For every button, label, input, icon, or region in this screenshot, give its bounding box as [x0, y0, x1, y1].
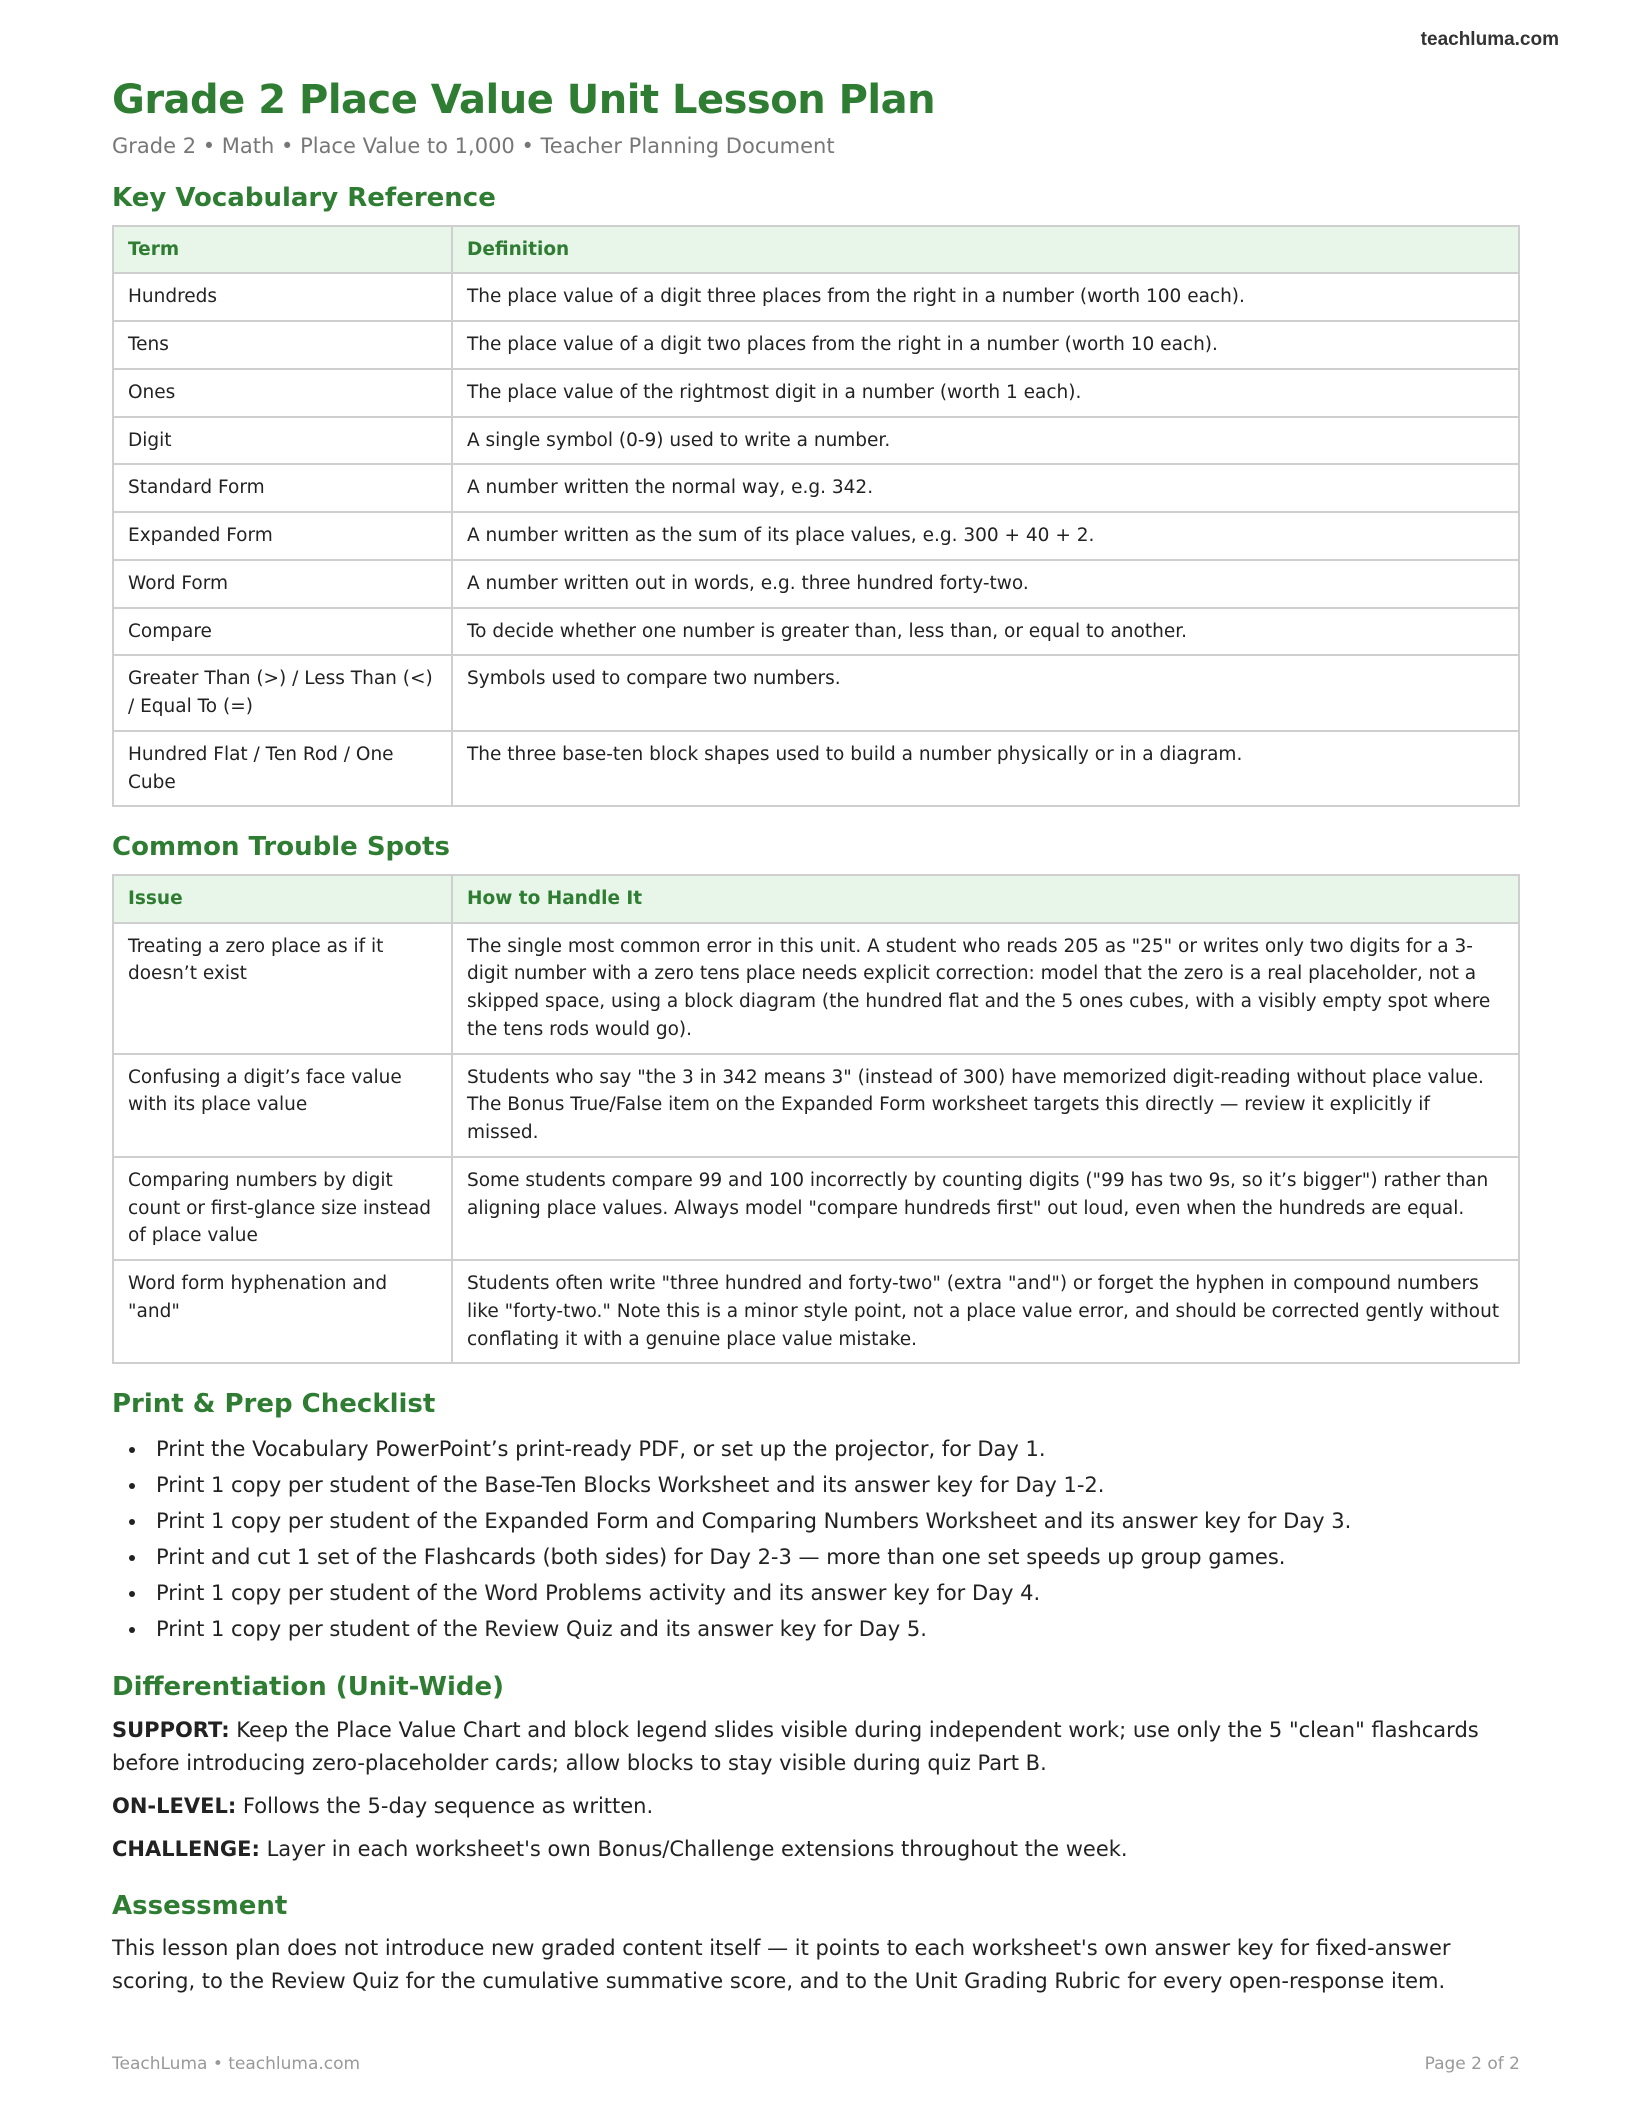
table-row	[113, 731, 1519, 807]
challenge-paragraph	[112, 1833, 1520, 1866]
trouble-col-issue: Issue	[113, 875, 452, 923]
differentiation-heading: Differentiation (Unit-Wide)	[112, 1672, 504, 1703]
vocab-term: Ones	[113, 369, 452, 417]
assessment-text: This lesson plan does not introduce new graded content itself — it points to each worksheet's own answer key for fixed-answer scoring, to the Review Quiz for the cumulative summative score, and to the Unit Grading Rubric for every open-response item.	[112, 1936, 1451, 1994]
vocab-definition: A number written as the sum of its place values, e.g. 300 + 40 + 2.	[452, 512, 1519, 560]
vocab-term: Greater Than (>) / Less Than (<) / Equal To (=)	[113, 655, 452, 731]
trouble-issue: Comparing numbers by digit count or first-glance size instead of place value	[113, 1157, 452, 1260]
vocab-term: Compare	[113, 608, 452, 656]
vocab-definition: The three base-ten block shapes used to build a number physically or in a diagram.	[452, 731, 1519, 807]
list-item: • Print 1 copy per student of the Word Problems activity and its answer key for Day 4.	[148, 1575, 1520, 1611]
vocab-definition: A number written out in words, e.g. three hundred forty-two.	[452, 560, 1519, 608]
vocab-term: Digit	[113, 417, 452, 465]
vocab-term: Tens	[113, 321, 452, 369]
trouble-heading: Common Trouble Spots	[112, 832, 450, 863]
table-row	[113, 369, 1519, 417]
vocab-term: Expanded Form	[113, 512, 452, 560]
vocab-header-row	[113, 226, 1519, 274]
trouble-handle: Students often write "three hundred and forty-two" (extra "and") or forget the hyphen in compound numbers like "forty-two." Note this is a minor style point, not a place value error, and should be corrected gently without conflating it with a genuine place value mistake.	[452, 1260, 1519, 1363]
list-item: • Print and cut 1 set of the Flashcards (both sides) for Day 2-3 — more than one set speeds up group games.	[148, 1539, 1520, 1575]
vocab-definition: The place value of the rightmost digit in a number (worth 1 each).	[452, 369, 1519, 417]
footer-brand: TeachLuma • teachluma.com	[112, 2054, 361, 2074]
support-text: Keep the Place Value Chart and block legend slides visible during independent work; use only the 5 "clean" flashcards before introducing zero-placeholder cards; allow blocks to stay visible during quiz Part B.	[112, 1717, 1479, 1775]
trouble-table	[112, 874, 1520, 1365]
table-row	[113, 321, 1519, 369]
vocab-term: Standard Form	[113, 464, 452, 512]
checklist-heading: Print & Prep Checklist	[112, 1389, 436, 1420]
table-row	[113, 273, 1519, 321]
support-label: SUPPORT:	[112, 1717, 230, 1742]
checklist	[112, 1431, 1520, 1647]
list-item: • Print the Vocabulary PowerPoint’s print-ready PDF, or set up the projector, for Day 1.	[148, 1431, 1520, 1467]
list-item: • Print 1 copy per student of the Expanded Form and Comparing Numbers Worksheet and its answer key for Day 3.	[148, 1503, 1520, 1539]
differentiation-section	[112, 1714, 1520, 1866]
site-tag: teachluma.com	[1420, 29, 1559, 50]
trouble-handle: Students who say "the 3 in 342 means 3" (instead of 300) have memorized digit-reading without place value. The Bonus True/False item on the Expanded Form worksheet targets this directly — review it explicitly if missed.	[452, 1054, 1519, 1157]
vocab-col-term: Term	[113, 226, 452, 274]
table-row	[113, 608, 1519, 656]
trouble-handle: Some students compare 99 and 100 incorrectly by counting digits ("99 has two 9s, so it’s bigger") rather than aligning place values. Always model "compare hundreds first" out loud, even when the hundreds are equal.	[452, 1157, 1519, 1260]
table-row	[113, 655, 1519, 731]
list-item: • Print 1 copy per student of the Base-Ten Blocks Worksheet and its answer key for Day 1-2.	[148, 1467, 1520, 1503]
vocab-definition: A single symbol (0-9) used to write a number.	[452, 417, 1519, 465]
table-row	[113, 1157, 1519, 1260]
trouble-issue: Treating a zero place as if it doesn’t exist	[113, 923, 452, 1054]
vocab-definition: The place value of a digit two places from the right in a number (worth 10 each).	[452, 321, 1519, 369]
page-subtitle: Grade 2 • Math • Place Value to 1,000 • Teacher Planning Document	[112, 134, 835, 158]
table-row	[113, 1054, 1519, 1157]
table-row	[113, 923, 1519, 1054]
page-number: Page 2 of 2	[1424, 2054, 1520, 2074]
onlevel-label: ON-LEVEL:	[112, 1793, 237, 1818]
table-row	[113, 512, 1519, 560]
support-paragraph	[112, 1714, 1520, 1780]
challenge-label: CHALLENGE:	[112, 1836, 260, 1861]
vocab-definition: A number written the normal way, e.g. 342.	[452, 464, 1519, 512]
list-item: • Print 1 copy per student of the Review Quiz and its answer key for Day 5.	[148, 1611, 1520, 1647]
vocab-table	[112, 225, 1520, 808]
vocab-definition: To decide whether one number is greater than, less than, or equal to another.	[452, 608, 1519, 656]
table-row	[113, 560, 1519, 608]
trouble-issue: Word form hyphenation and "and"	[113, 1260, 452, 1363]
vocab-definition: The place value of a digit three places from the right in a number (worth 100 each).	[452, 273, 1519, 321]
challenge-text: Layer in each worksheet's own Bonus/Challenge extensions throughout the week.	[259, 1836, 1128, 1861]
trouble-col-handle: How to Handle It	[452, 875, 1519, 923]
page-title: Grade 2 Place Value Unit Lesson Plan	[112, 77, 936, 123]
table-row	[113, 1260, 1519, 1363]
assessment-heading: Assessment	[112, 1890, 288, 1921]
trouble-issue: Confusing a digit’s face value with its place value	[113, 1054, 452, 1157]
onlevel-text: Follows the 5-day sequence as written.	[236, 1793, 654, 1818]
vocab-term: Word Form	[113, 560, 452, 608]
vocab-term: Hundreds	[113, 273, 452, 321]
vocab-heading: Key Vocabulary Reference	[112, 183, 496, 213]
vocab-col-definition: Definition	[452, 226, 1519, 274]
table-row	[113, 464, 1519, 512]
vocab-term: Hundred Flat / Ten Rod / One Cube	[113, 731, 452, 807]
table-row	[113, 417, 1519, 465]
trouble-header-row	[113, 875, 1519, 923]
vocab-definition: Symbols used to compare two numbers.	[452, 655, 1519, 731]
trouble-handle: The single most common error in this unit. A student who reads 205 as "25" or writes only two digits for a 3-digit number with a zero tens place needs explicit correction: model that the zero is a real placeholder, not a skipped space, using a block diagram (the hundred flat and the 5 ones cubes, with a visibly empty spot where the tens rods would go).	[452, 923, 1519, 1054]
onlevel-paragraph	[112, 1790, 1520, 1823]
